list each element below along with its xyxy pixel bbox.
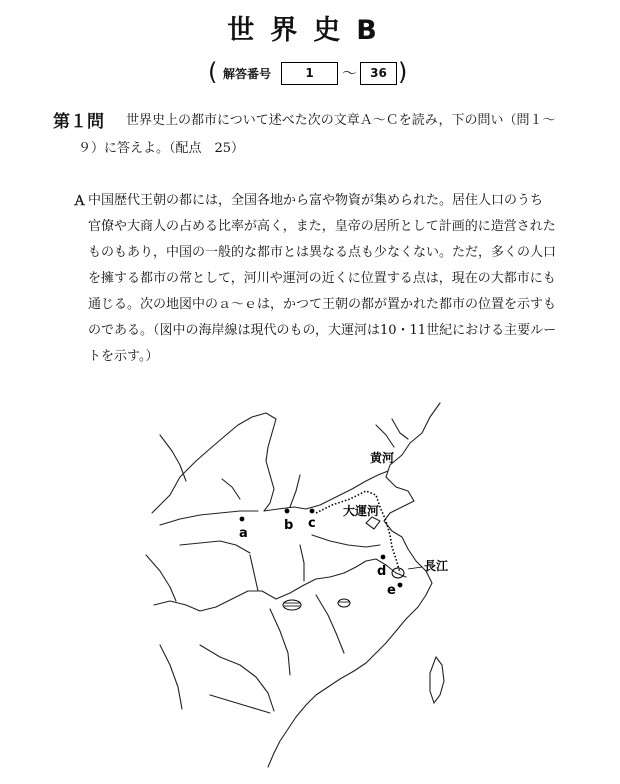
yellow-river-label: 黄河	[370, 451, 395, 465]
city-b-label: b	[284, 518, 294, 533]
city-e-label: e	[387, 583, 396, 598]
question-number: 第１問	[53, 112, 104, 132]
lake-dongting	[283, 600, 301, 610]
question-prompt-line2: ９）に答えよ。（配点 25）	[78, 141, 245, 156]
answer-start-box: 1	[281, 62, 338, 85]
open-paren: (	[208, 58, 218, 86]
city-b-dot	[285, 509, 290, 514]
section-a-line-7: トを示す。）	[88, 349, 159, 364]
section-a-line-1: 中国歴代王朝の都には，全国各地から富や物資が集められた。居住人口のうち	[88, 193, 544, 208]
question-prompt-line1: 世界史上の都市について述べた次の文章Ａ〜Ｃを読み，下の問い（問１〜	[126, 113, 556, 128]
city-c-label: c	[308, 516, 316, 531]
coastline	[268, 403, 440, 767]
city-d-dot	[381, 555, 386, 560]
section-a-line-5: 通じる。次の地図中のａ〜ｅは，かつて王朝の都が置かれた都市の位置を示すも	[88, 297, 557, 312]
section-a-label: Ａ	[73, 194, 87, 209]
section-a-line-3: ものもあり，中国の一般的な都市とは異なる点も少なくない。ただ，多くの人口	[88, 245, 557, 260]
china-map	[140, 395, 480, 780]
city-d-label: d	[377, 564, 387, 579]
answer-range	[208, 59, 408, 89]
yangtze-river	[154, 559, 406, 611]
city-c-dot	[310, 509, 315, 514]
taiwan-island	[430, 657, 444, 703]
section-a-line-2: 官僚や大商人の占める比率が高く，また，皇帝の居所として計画的に造営された	[88, 219, 556, 234]
page-title: 世界史B	[227, 15, 393, 46]
lake-tai	[392, 568, 404, 578]
grand-canal-label: 大運河	[343, 504, 380, 518]
section-a-line-4: を擁する都市の常として，河川や運河の近くに位置する点は，現在の大都市にも	[88, 271, 556, 286]
section-a-line-6: のである。（図中の海岸線は現代のもの，大運河は10・11世紀における主要ルー	[88, 323, 557, 338]
lake-poyang	[338, 599, 350, 607]
answer-label: 解答番号	[223, 67, 272, 81]
answer-separator: 〜	[342, 64, 358, 82]
city-a-dot	[240, 517, 245, 522]
close-paren: )	[398, 58, 408, 86]
city-e-dot	[398, 583, 403, 588]
answer-end-box: 36	[360, 62, 397, 85]
city-a-label: a	[239, 526, 248, 541]
yangtze-label: 長江	[424, 559, 449, 573]
